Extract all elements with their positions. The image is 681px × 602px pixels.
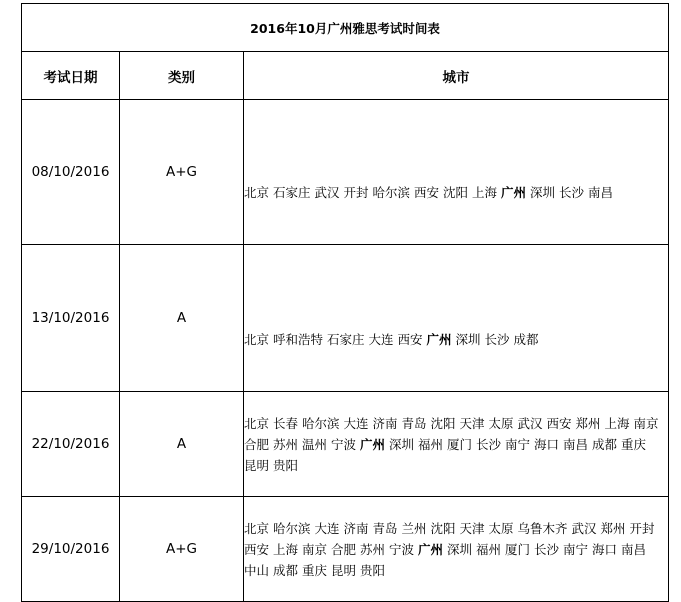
city-name: 青岛 — [401, 415, 427, 431]
city-name: 大连 — [343, 415, 369, 431]
exam-date: 22/10/2016 — [22, 392, 120, 497]
city-name: 厦门 — [505, 541, 531, 557]
city-name: 兰州 — [401, 520, 427, 536]
city-name: 郑州 — [575, 415, 601, 431]
city-name: 长沙 — [534, 541, 560, 557]
city-name: 贵阳 — [360, 562, 386, 578]
city-name: 开封 — [629, 520, 655, 536]
city-name: 长沙 — [559, 184, 585, 200]
table-title: 2016年10月广州雅思考试时间表 — [22, 4, 669, 52]
city-name: 大连 — [368, 331, 394, 347]
table-row — [22, 392, 669, 497]
city-name: 北京 — [244, 415, 270, 431]
city-list — [244, 497, 669, 602]
title-row — [22, 4, 669, 52]
city-name: 青岛 — [372, 520, 398, 536]
city-name: 贵阳 — [273, 457, 299, 473]
city-name: 西安 — [244, 541, 270, 557]
exam-date: 13/10/2016 — [22, 245, 120, 392]
table-row — [22, 497, 669, 602]
exam-date: 08/10/2016 — [22, 100, 120, 245]
exam-type: A — [120, 392, 244, 497]
city-name: 南宁 — [563, 541, 589, 557]
city-name: 南昌 — [621, 541, 647, 557]
city-name: 上海 — [273, 541, 299, 557]
city-name: 南宁 — [505, 436, 531, 452]
city-name: 南京 — [302, 541, 328, 557]
city-name: 成都 — [513, 331, 539, 347]
city-name: 沈阳 — [430, 520, 456, 536]
city-name: 长沙 — [484, 331, 510, 347]
city-name: 北京 — [244, 331, 270, 347]
exam-date: 29/10/2016 — [22, 497, 120, 602]
city-name: 乌鲁木齐 — [517, 520, 568, 536]
city-name: 沈阳 — [443, 184, 469, 200]
city-name: 太原 — [488, 520, 514, 536]
city-name: 深圳 — [530, 184, 556, 200]
city-name: 广州 — [501, 184, 527, 200]
city-name: 开封 — [343, 184, 369, 200]
city-name: 海口 — [592, 541, 618, 557]
city-name: 武汉 — [314, 184, 340, 200]
city-name: 广州 — [426, 331, 452, 347]
city-name: 厦门 — [447, 436, 473, 452]
city-name: 济南 — [372, 415, 398, 431]
city-name: 西安 — [414, 184, 440, 200]
city-name: 武汉 — [517, 415, 543, 431]
city-name: 西安 — [546, 415, 572, 431]
city-name: 长春 — [273, 415, 299, 431]
city-name: 成都 — [592, 436, 618, 452]
city-list — [244, 245, 669, 392]
exam-type: A+G — [120, 497, 244, 602]
table-row — [22, 245, 669, 392]
city-name: 福州 — [418, 436, 444, 452]
exam-type: A — [120, 245, 244, 392]
city-name: 中山 — [244, 562, 270, 578]
city-name: 沈阳 — [430, 415, 456, 431]
city-name: 合肥 — [331, 541, 357, 557]
city-name: 大连 — [314, 520, 340, 536]
city-name: 成都 — [273, 562, 299, 578]
city-name: 温州 — [302, 436, 328, 452]
exam-type: A+G — [120, 100, 244, 245]
city-name: 海口 — [534, 436, 560, 452]
city-list — [244, 392, 669, 497]
city-name: 深圳 — [389, 436, 415, 452]
city-name: 深圳 — [447, 541, 473, 557]
column-header-cities: 城市 — [244, 52, 669, 100]
city-name: 天津 — [459, 415, 485, 431]
city-name: 上海 — [472, 184, 498, 200]
city-name: 北京 — [244, 520, 270, 536]
city-name: 苏州 — [360, 541, 386, 557]
city-name: 重庆 — [621, 436, 647, 452]
city-name: 深圳 — [455, 331, 481, 347]
column-header-date: 考试日期 — [22, 52, 120, 100]
city-name: 长沙 — [476, 436, 502, 452]
city-name: 合肥 — [244, 436, 270, 452]
city-list — [244, 100, 669, 245]
city-name: 济南 — [343, 520, 369, 536]
city-name: 南京 — [633, 415, 659, 431]
city-name: 南昌 — [563, 436, 589, 452]
city-name: 重庆 — [302, 562, 328, 578]
city-name: 昆明 — [331, 562, 357, 578]
city-name: 哈尔滨 — [273, 520, 311, 536]
city-name: 宁波 — [389, 541, 415, 557]
header-row — [22, 52, 669, 100]
city-name: 广州 — [360, 436, 386, 452]
city-name: 哈尔滨 — [372, 184, 411, 200]
city-name: 宁波 — [331, 436, 357, 452]
city-name: 广州 — [418, 541, 444, 557]
table-row — [22, 100, 669, 245]
city-name: 太原 — [488, 415, 514, 431]
city-name: 上海 — [604, 415, 630, 431]
city-name: 哈尔滨 — [302, 415, 340, 431]
city-name: 呼和浩特 — [273, 331, 324, 347]
city-name: 苏州 — [273, 436, 299, 452]
exam-schedule-table — [21, 3, 669, 602]
city-name: 西安 — [397, 331, 423, 347]
city-name: 郑州 — [600, 520, 626, 536]
city-name: 石家庄 — [327, 331, 365, 347]
city-name: 昆明 — [244, 457, 270, 473]
city-name: 北京 — [244, 184, 270, 200]
city-name: 福州 — [476, 541, 502, 557]
city-name: 石家庄 — [273, 184, 311, 200]
column-header-type: 类别 — [120, 52, 244, 100]
city-name: 武汉 — [571, 520, 597, 536]
city-name: 南昌 — [588, 184, 614, 200]
city-name: 天津 — [459, 520, 485, 536]
